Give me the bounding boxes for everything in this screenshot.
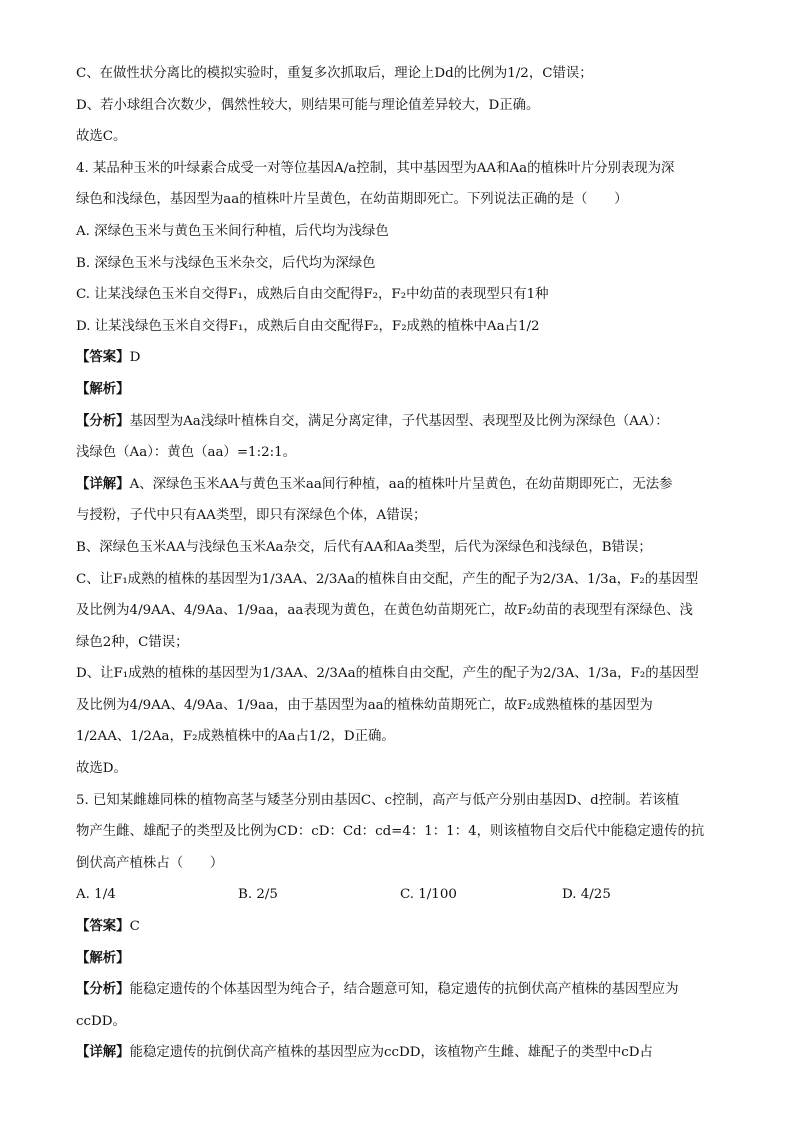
detail-line: 【详解】能稳定遗传的抗倒伏高产植株的基因型应为ccDD，该植物产生雌、雄配子的类型中cD占: [76, 1044, 653, 1061]
question-5-stem: 5. 已知某雌雄同株的植物高茎与矮茎分别由基因C、c控制，高产与低产分别由基因D、d控制。若该植: [76, 792, 680, 808]
text-line: B、深绿色玉米AA与浅绿色玉米Aa杂交，后代有AA和Aa类型，后代为深绿色和浅绿色，B错误；: [76, 539, 652, 555]
answer-line: [76, 342, 726, 374]
text-line: 与授粉，子代中只有AA类型，即只有深绿色个体，A错误；: [76, 508, 427, 524]
option-a: A. 1/4: [76, 887, 116, 903]
analysis-tag: 【解析】: [76, 949, 130, 966]
text-line: 故选C。: [76, 129, 127, 145]
option-d: D. 4/25: [562, 887, 611, 903]
answer-tag: 【答案】: [76, 349, 130, 366]
fenxi-tag: 【分析】: [76, 981, 130, 998]
answer-tag: 【答案】: [76, 918, 130, 935]
detail-tag: 【详解】: [76, 475, 130, 492]
option-c: C. 1/100: [400, 887, 457, 903]
option-b: B. 深绿色玉米与浅绿色玉米杂交，后代均为深绿色: [76, 255, 376, 271]
document-page: [76, 58, 726, 1069]
text-line: C、让F₁成熟的植株的基因型为1/3AA、2/3Aa的植株自由交配，产生的配子为2/3A、1/3a，F₂的基因型: [76, 571, 699, 587]
analysis-tag: 【解析】: [76, 380, 130, 397]
answer-value: C: [129, 919, 140, 935]
detail-tag: 【详解】: [76, 1044, 130, 1061]
options-row: [76, 879, 726, 911]
fenxi-line: 【分析】能稳定遗传的个体基因型为纯合子，结合题意可知，稳定遗传的抗倒伏高产植株的基因型应为: [76, 981, 679, 998]
option-b: B. 2/5: [238, 887, 278, 903]
answer-value: D: [129, 350, 141, 366]
option-d: D. 让某浅绿色玉米自交得F₁，成熟后自由交配得F₂，F₂成熟的植株中Aa占1/2: [76, 318, 540, 334]
conclusion-line: 故选D。: [76, 761, 127, 777]
question-4-stem: 4. 某品种玉米的叶绿素合成受一对等位基因A/a控制，其中基因型为AA和Aa的植株叶片分别表现为深: [76, 160, 675, 176]
fenxi-tag: 【分析】: [76, 412, 130, 429]
question-5-stem: 物产生雌、雄配子的类型及比例为CD：cD：Cd：cd=4：1：1：4，则该植物自交后代中能稳定遗传的抗: [76, 824, 705, 840]
text-line: D、让F₁成熟的植株的基因型为1/3AA、2/3Aa的植株自由交配，产生的配子为2/3A、1/3a，F₂的基因型: [76, 666, 699, 682]
text-line: C、在做性状分离比的模拟实验时，重复多次抓取后，理论上Dd的比例为1/2，C错误；: [76, 66, 593, 81]
fenxi-line: 【分析】基因型为Aa浅绿叶植株自交，满足分离定律，子代基因型、表现型及比例为深绿色（AA）：: [76, 412, 669, 429]
text-line: ccDD。: [76, 1013, 126, 1029]
text-line: 1/2AA、1/2Aa，F₂成熟植株中的Aa占1/2，D正确。: [76, 729, 395, 745]
text-line: D、若小球组合次数少，偶然性较大，则结果可能与理论值差异较大，D正确。: [76, 97, 540, 113]
text-line: 及比例为4/9AA、4/9Aa、1/9aa，aa表现为黄色，在黄色幼苗期死亡，故F₂幼苗的表现型有深绿色、浅: [76, 603, 693, 619]
question-4-stem: 绿色和浅绿色，基因型为aa的植株叶片呈黄色，在幼苗期即死亡。下列说法正确的是（ ）: [76, 192, 628, 208]
question-5-stem: 倒伏高产植株占（ ）: [76, 855, 224, 871]
option-a: A. 深绿色玉米与黄色玉米间行种植，后代均为浅绿色: [76, 223, 389, 239]
text-line: 浅绿色（Aa）：黄色（aa）=1:2:1。: [76, 445, 297, 461]
answer-line: [76, 911, 726, 943]
text-line: 及比例为4/9AA、4/9Aa、1/9aa，由于基因型为aa的植株幼苗期死亡，故F₂成熟植株的基因型为: [76, 697, 653, 713]
detail-line: 【详解】A、深绿色玉米AA与黄色玉米aa间行种植，aa的植株叶片呈黄色，在幼苗期即死亡，无法参: [76, 475, 673, 492]
option-c: C. 让某浅绿色玉米自交得F₁，成熟后自由交配得F₂，F₂中幼苗的表现型只有1种: [76, 287, 549, 303]
text-line: 绿色2种，C错误；: [76, 634, 189, 650]
